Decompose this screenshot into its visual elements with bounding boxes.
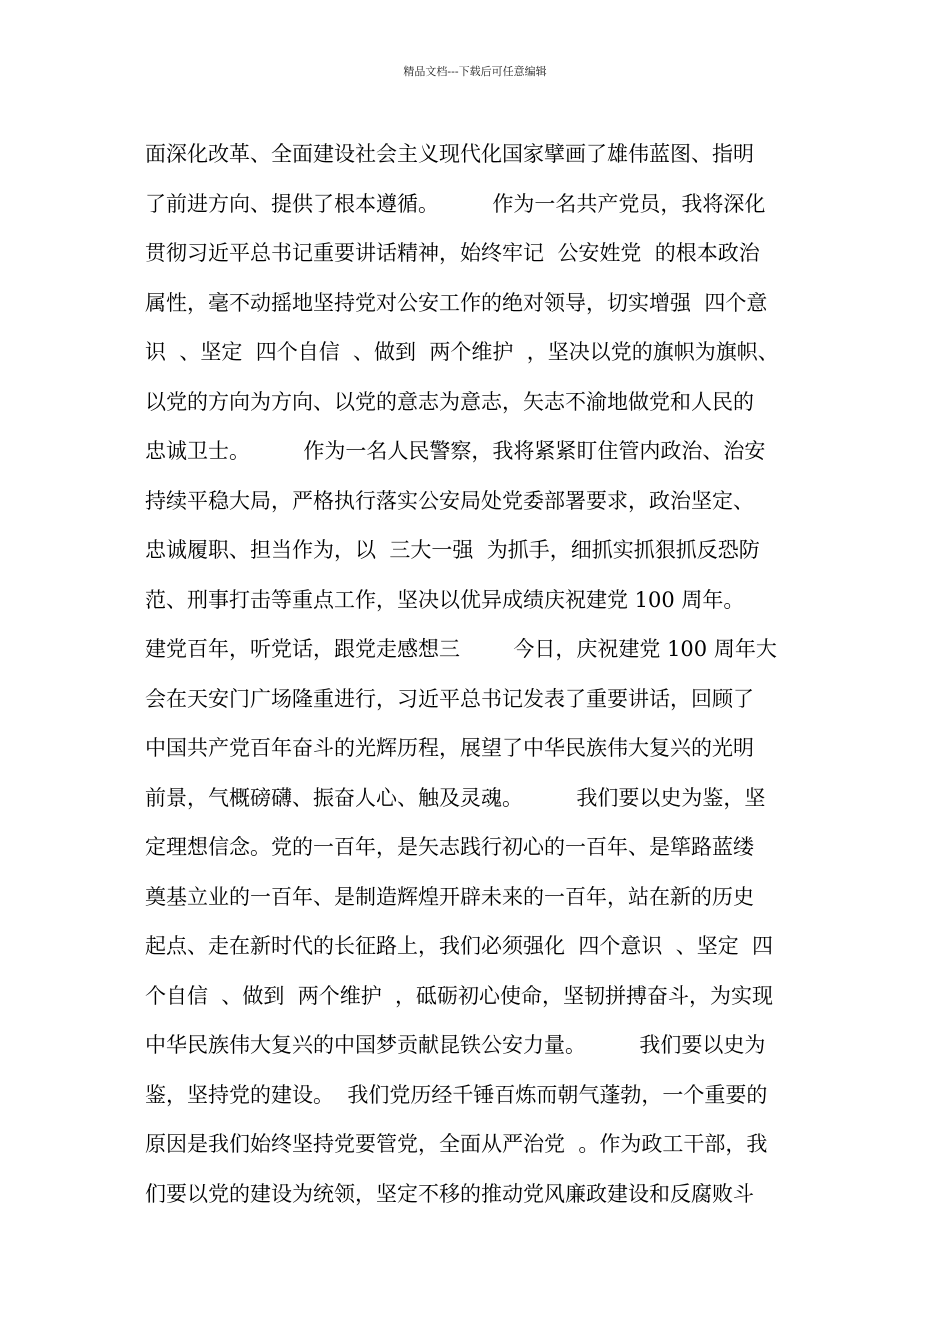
text-line: 鉴，坚持党的建设。 我们党历经千锤百炼而朝气蓬勃，一个重要的 [145,1082,768,1107]
text-line: 中国共产党百年奋斗的光辉历程，展望了中华民族伟大复兴的光明 [145,736,754,760]
text-line: 忠诚履职、担当作为，以 三大一强 为抓手，细抓实抓狠抓反恐防 [145,538,760,562]
text-line: 属性，毫不动摇地坚持党对公安工作的绝对领导，切实增强 四个意 [145,290,768,315]
text-line: 贯彻习近平总书记重要讲话精神，始终牢记 公安姓党 的根本政治 [145,241,760,265]
text-line: 们要以党的建设为统领，坚定不移的推动党风廉政建设和反腐败斗 [145,1181,754,1206]
text-line: 定理想信念。党的一百年，是矢志践行初心的一百年、是筚路蓝缕 [145,835,754,859]
text-line: 奠基立业的一百年、是制造辉煌开辟未来的一百年，站在新的历史 [145,884,754,909]
text-line: 个自信 、做到 两个维护 ，砥砺初心使命，坚韧拼搏奋斗，为实现 [145,983,774,1008]
text-line: 以党的方向为方向、以党的意志为意志，矢志不渝地做党和人民的 [145,389,754,414]
text-line: 范、刑事打击等重点工作，坚决以优异成绩庆祝建党 100 周年。 [145,587,745,612]
text-line: 面深化改革、全面建设社会主义现代化国家擘画了雄伟蓝图、指明 [145,142,754,166]
text-line: 持续平稳大局，严格执行落实公安局处党委部署要求，政治坚定、 [145,488,754,513]
document-body [145,130,815,1219]
text-line: 前景，气概磅礴、振奋人心、触及灵魂。 我们要以史为鉴，坚 [145,785,766,810]
text-line: 忠诚卫士。 作为一名人民警察，我将紧紧盯住管内政治、治安 [145,439,766,463]
text-line: 了前进方向、提供了根本遵循。 作为一名共产党员，我将深化 [145,191,766,216]
text-line: 原因是我们始终坚持党要管党，全面从严治党 。作为政工干部，我 [145,1132,768,1156]
text-line: 识 、坚定 四个自信 、做到 两个维护 ，坚决以党的旗帜为旗帜、 [145,340,779,364]
text-line: 建党百年，听党话，跟党走感想三 今日，庆祝建党 100 周年大 [145,637,777,661]
text-line: 中华民族伟大复兴的中国梦贡献昆铁公安力量。 我们要以史为 [145,1033,766,1057]
text-line: 起点、走在新时代的长征路上，我们必须强化 四个意识 、坚定 四 [145,934,774,958]
page-header: 精品文档---下载后可任意编辑 [403,65,547,78]
text-line: 会在天安门广场隆重进行，习近平总书记发表了重要讲话，回顾了 [145,686,754,711]
